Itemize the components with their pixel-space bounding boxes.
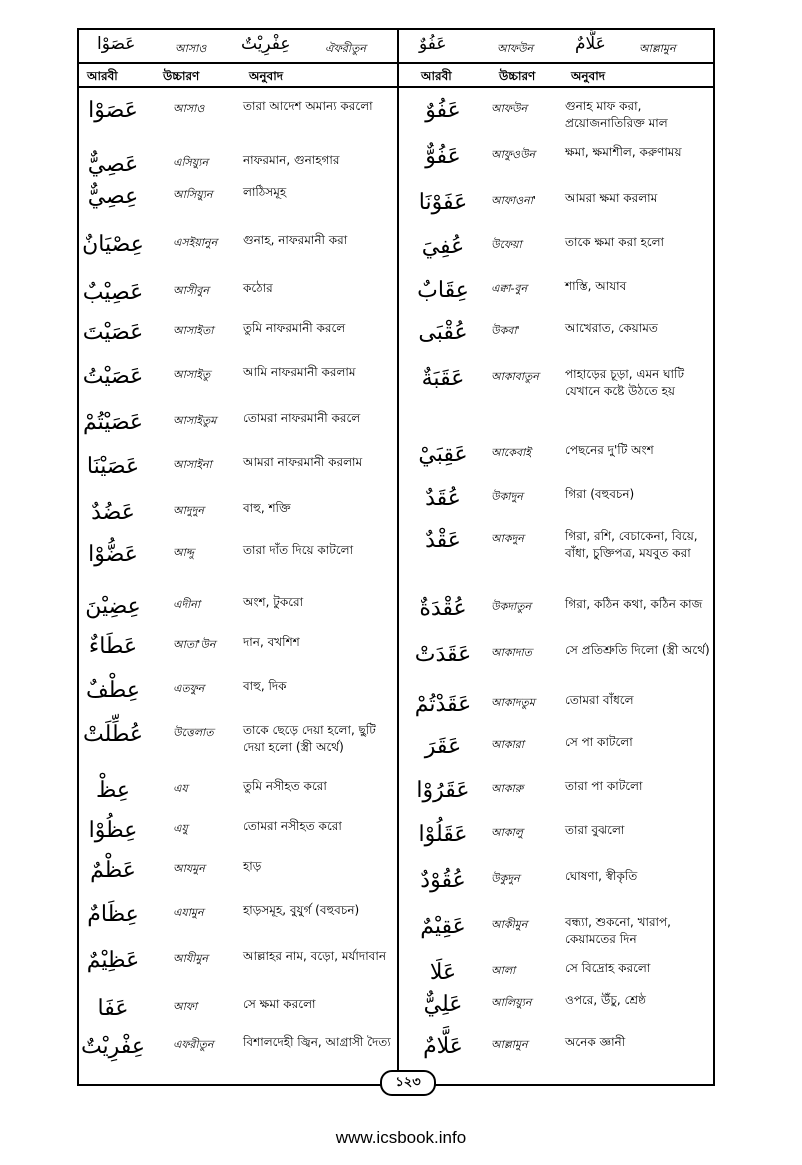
entry-pronunciation: আদ্দু (173, 546, 194, 559)
entry-arabic-word: عَصَوْا (88, 98, 138, 123)
entry-meaning: বিশালদেহী জ্বিন, আগ্রাসী দৈত্য (243, 1035, 391, 1049)
entry-arabic-word: عَفَا (97, 996, 129, 1021)
entry-pronunciation: আকারু (491, 782, 524, 795)
entry-pronunciation: আকদুন (491, 532, 524, 545)
entry-meaning: আমরা নাফরমানী করলাম (243, 455, 363, 469)
entry-arabic-word: عَصَيْتُ (82, 364, 144, 389)
entry-pronunciation: আকেবাই (491, 446, 531, 459)
entry-arabic-word: عَقِبَيْ (418, 442, 468, 467)
entry-meaning: সে ক্ষমা করলো (243, 997, 316, 1011)
entry-arabic-word: عِصِيٌّ (87, 184, 139, 209)
dictionary-entry (79, 318, 397, 362)
entry-meaning: তারা পা কাটলো (565, 779, 643, 793)
header-translit-1: আসাও (175, 42, 207, 55)
entry-arabic-word: عَقَرَ (424, 734, 462, 759)
entry-arabic-word: عَقَبَةٌ (421, 366, 465, 391)
entry-pronunciation: এয (173, 782, 188, 795)
dictionary-entry (79, 592, 397, 636)
entry-arabic-word: عَضُدٌ (91, 500, 135, 525)
header-arabic-1: عَصَوْا (97, 34, 136, 54)
entry-pronunciation: আসাইতুম (173, 414, 217, 427)
entry-pronunciation: এযু (173, 822, 188, 835)
entry-pronunciation: আল্লামুন (491, 1038, 528, 1051)
entry-arabic-word: عَلِيٌّ (423, 992, 463, 1017)
entry-pronunciation: আকাদাত (491, 646, 532, 659)
entry-arabic-word: عَصِيٌّ (87, 152, 139, 177)
entry-arabic-word: عَصَيْتَ (82, 320, 144, 345)
entry-arabic-word: عَظِيْمٌ (86, 948, 140, 973)
dictionary-entry (399, 188, 713, 232)
entry-arabic-word: عِظُوْا (88, 818, 138, 843)
header-translit-2: ঐফরীতুন (325, 42, 366, 55)
entry-pronunciation: আসাইতু (173, 368, 211, 381)
header-arabic-4: عَلَّامٌ (575, 34, 606, 54)
entry-pronunciation: আসাইতা (173, 324, 214, 337)
entry-pronunciation: এসইয়ানুন (173, 236, 218, 249)
entry-meaning: নাফরমান, গুনাহগার (243, 153, 340, 167)
dictionary-entry (399, 440, 713, 484)
dictionary-entry (399, 96, 713, 140)
entry-arabic-word: عُقْدَةٌ (419, 596, 467, 621)
dictionary-entry (399, 732, 713, 776)
dictionary-entry (399, 776, 713, 820)
entry-arabic-word: عِطْفٌ (86, 678, 140, 703)
column-headers-left (79, 64, 397, 88)
entry-meaning: তারা আদেশ অমান্য করলো (243, 99, 373, 113)
entry-pronunciation: আযমুন (173, 862, 205, 875)
entry-meaning: সে পা কাটলো (565, 735, 633, 749)
header-arabic-3: عَفُوٌ (419, 34, 447, 54)
entry-meaning: গিরা, কঠিন কথা, কঠিন কাজ (565, 597, 703, 611)
dictionary-entry (399, 866, 713, 910)
dictionary-entry (79, 816, 397, 860)
dictionary-entry (79, 230, 397, 274)
entry-arabic-word: عَلَا (429, 960, 457, 985)
dictionary-entry (79, 900, 397, 944)
dictionary-entry (79, 362, 397, 406)
entry-arabic-word: عَقِيْمٌ (420, 914, 466, 939)
entry-meaning: তাকে ছেড়ে দেয়া হলো, ছুটি দেয়া হলো (স্ত্রী অর্থে) (243, 723, 376, 754)
entry-pronunciation: এতফুন (173, 682, 205, 695)
entry-pronunciation: উকবা' (491, 324, 520, 337)
entry-arabic-word: عُقَدٌ (425, 486, 461, 511)
entry-arabic-word: عَقْدٌ (425, 528, 461, 553)
entry-meaning: তুমি নাফরমানী করলে (243, 321, 346, 335)
entry-arabic-word: عِظْ (95, 778, 130, 803)
dictionary-entry (399, 364, 713, 408)
entry-pronunciation: উফেয়া (491, 238, 522, 251)
entry-pronunciation: আসাও (173, 102, 205, 115)
dictionary-entry (79, 1032, 397, 1076)
entry-pronunciation: এদীনা (173, 598, 201, 611)
entry-arabic-word: عَقَلُوْا (418, 822, 468, 847)
dictionary-entry (79, 278, 397, 322)
entry-pronunciation: এযামুন (173, 906, 204, 919)
entry-pronunciation: আতা'উন (173, 638, 216, 651)
entry-pronunciation: আফউন (491, 102, 528, 115)
column-header-pronunciation: উচ্চারণ (163, 69, 200, 83)
page-number: ১২৩ (380, 1070, 436, 1096)
entry-pronunciation: আকাবাতুন (491, 370, 539, 383)
entry-pronunciation: উত্তেলাত (173, 726, 214, 739)
dictionary-entry (399, 1032, 713, 1076)
entry-arabic-word: عِصْيَانٌ (82, 232, 144, 257)
entry-meaning: তারা বুঝলো (565, 823, 625, 837)
entry-meaning: ওপরে, উঁচু, শ্রেষ্ঠ (565, 993, 646, 1007)
entry-meaning: হাড়সমূহ, বুযুর্গ (বহুবচন) (243, 903, 360, 917)
entry-pronunciation: উকদাতুন (491, 600, 532, 613)
entry-meaning: ঘোষণা, স্বীকৃতি (565, 869, 638, 883)
entry-meaning: শাস্তি, আযাব (565, 279, 627, 293)
entry-arabic-word: عَفُوٌ (425, 98, 461, 123)
entry-pronunciation: আফাওনা' (491, 194, 536, 207)
entry-meaning: অংশ, টুকরো (243, 595, 304, 609)
footer-url: www.icsbook.info (335, 1128, 467, 1147)
entry-meaning: লাঠিসমূহ (243, 185, 287, 199)
entry-meaning: কঠোর (243, 281, 273, 295)
dictionary-entry (79, 408, 397, 452)
entry-pronunciation: আফা (173, 1000, 198, 1013)
entry-arabic-word: عَصَيْتُمْ (82, 410, 144, 435)
entry-pronunciation: আসাইনা (173, 458, 212, 471)
dictionary-entry (79, 96, 397, 140)
entry-meaning: তোমরা বাঁধলে (565, 693, 634, 707)
entry-arabic-word: عُطِّلَتْ (82, 722, 144, 747)
dictionary-entry (399, 640, 713, 684)
header-translit-3: আফউন (497, 42, 534, 55)
column-header-arabic: আরবী (87, 69, 118, 83)
entry-pronunciation: আকীমুন (491, 918, 528, 931)
entry-meaning: অনেক জ্ঞানী (565, 1035, 626, 1049)
entry-arabic-word: عُفِيَ (421, 234, 465, 259)
entry-arabic-word: عَظْمٌ (90, 858, 136, 883)
column-header-pronunciation: উচ্চারণ (499, 69, 536, 83)
entry-pronunciation: উকুদুন (491, 872, 520, 885)
entry-arabic-word: عُقُوْدٌ (420, 868, 466, 893)
entry-arabic-word: عَفَوْنَا (418, 190, 468, 215)
entry-meaning: তোমরা নসীহত করো (243, 819, 342, 833)
entry-meaning: গুনাহ, নাফরমানী করা (243, 233, 348, 247)
dictionary-entry (79, 182, 397, 226)
entry-meaning: গিরা, রশি, বেচাকেনা, বিয়ে, বাঁধা, চুক্তিপত্র, মযবুত করা (565, 529, 698, 560)
entry-pronunciation: আলা (491, 964, 516, 977)
entry-meaning: আমি নাফরমানী করলাম (243, 365, 356, 379)
entry-pronunciation: আকাদতুম (491, 696, 535, 709)
entry-meaning: গুনাহ মাফ করা, প্রয়োজনাতিরিক্ত মাল (565, 99, 668, 130)
dictionary-entry (79, 452, 397, 496)
column-header-meaning: অনুবাদ (571, 69, 606, 83)
entry-pronunciation: আসীবুন (173, 284, 209, 297)
running-header-right (399, 30, 713, 64)
dictionary-entry (79, 776, 397, 820)
entry-pronunciation: এক্বা-বুন (491, 282, 528, 295)
entry-arabic-word: عِضِيْنَ (85, 594, 141, 619)
entry-meaning: বাহু, দিক (243, 679, 287, 693)
dictionary-entry (79, 856, 397, 900)
dictionary-entry (399, 526, 713, 570)
dictionary-entry (79, 540, 397, 584)
entry-meaning: সে প্রতিশ্রুতি দিলো (স্ত্রী অর্থে) (565, 643, 710, 657)
dictionary-entry (79, 498, 397, 542)
entry-arabic-word: عَقَدْتُمْ (414, 692, 472, 717)
dictionary-entry (79, 632, 397, 676)
dictionary-entry (399, 484, 713, 528)
entry-arabic-word: عَقَدَتْ (414, 642, 472, 667)
dictionary-entry (399, 820, 713, 864)
entry-arabic-word: عِقَابٌ (417, 278, 469, 303)
entry-meaning: তুমি নসীহত করো (243, 779, 327, 793)
entry-pronunciation: আকারা (491, 738, 524, 751)
entry-meaning: তাকে ক্ষমা করা হলো (565, 235, 665, 249)
entry-meaning: পেছনের দু'টি অংশ (565, 443, 654, 457)
entry-arabic-word: عُقْبَى (418, 320, 468, 345)
entry-pronunciation: উকাদুন (491, 490, 523, 503)
column-header-arabic: আরবী (421, 69, 452, 83)
entry-arabic-word: عَفُوٌّ (425, 144, 461, 169)
entry-pronunciation: আসিয়্যুন (173, 188, 213, 201)
dictionary-entry (79, 676, 397, 720)
entry-pronunciation: আদুদুন (173, 504, 204, 517)
entry-pronunciation: এফরীতুন (173, 1038, 214, 1051)
entry-pronunciation: এসিয়্যুন (173, 156, 209, 169)
dictionary-entry (399, 318, 713, 362)
column-header-meaning: অনুবাদ (249, 69, 284, 83)
dictionary-entry (79, 946, 397, 990)
header-arabic-2: عِفْرِيْتٌ (241, 34, 291, 54)
entry-meaning: গিরা (বহুবচন) (565, 487, 635, 501)
dictionary-entry (399, 276, 713, 320)
entry-meaning: বাহু, শক্তি (243, 501, 291, 515)
entry-arabic-word: عَضُّوْا (88, 542, 138, 567)
dictionary-entry (399, 990, 713, 1034)
entry-arabic-word: عَصِيْبٌ (82, 280, 144, 305)
entry-meaning: আমরা ক্ষমা করলাম (565, 191, 658, 205)
entry-meaning: তোমরা নাফরমানী করলে (243, 411, 361, 425)
entry-arabic-word: عِظَامٌ (87, 902, 139, 927)
entry-pronunciation: আযীমুন (173, 952, 208, 965)
entry-pronunciation: আলিয়্যুন (491, 996, 532, 1009)
dictionary-entry (399, 690, 713, 734)
column-headers-right (399, 64, 713, 88)
header-translit-4: আল্লামুন (639, 42, 676, 55)
entry-meaning: বন্ধ্যা, শুকনো, খারাপ, কেয়ামতের দিন (565, 915, 671, 946)
entry-arabic-word: عَصَيْنَا (86, 454, 140, 479)
entry-arabic-word: عَقَرُوْا (416, 778, 470, 803)
dictionary-entry (399, 912, 713, 956)
running-header-left (79, 30, 397, 64)
entry-meaning: দান, বখশিশ (243, 635, 300, 649)
dictionary-entry (399, 594, 713, 638)
entry-meaning: আল্লাহর নাম, বড়ো, মর্যাদাবান (243, 949, 387, 963)
entry-arabic-word: عَطَاءٌ (88, 634, 138, 659)
entry-pronunciation: আফুওউন (491, 148, 536, 161)
entry-meaning: সে বিদ্রোহ করলো (565, 961, 651, 975)
entry-pronunciation: আকালু (491, 826, 523, 839)
entry-meaning: আখেরাত, কেয়ামত (565, 321, 658, 335)
dictionary-entry (399, 142, 713, 186)
entry-meaning: ক্ষমা, ক্ষমাশীল, করুণাময় (565, 145, 682, 159)
entry-arabic-word: عِفْرِيْتٌ (80, 1034, 146, 1059)
entry-meaning: হাড় (243, 859, 262, 873)
entry-meaning: পাহাড়ের চূড়া, এমন ঘাটি যেখানে কষ্টে উঠতে হয় (565, 367, 684, 398)
entry-meaning: তারা দাঁত দিয়ে কাটলো (243, 543, 354, 557)
entry-arabic-word: عَلَّامٌ (423, 1034, 463, 1059)
dictionary-entry (399, 232, 713, 276)
dictionary-entry (79, 720, 397, 764)
